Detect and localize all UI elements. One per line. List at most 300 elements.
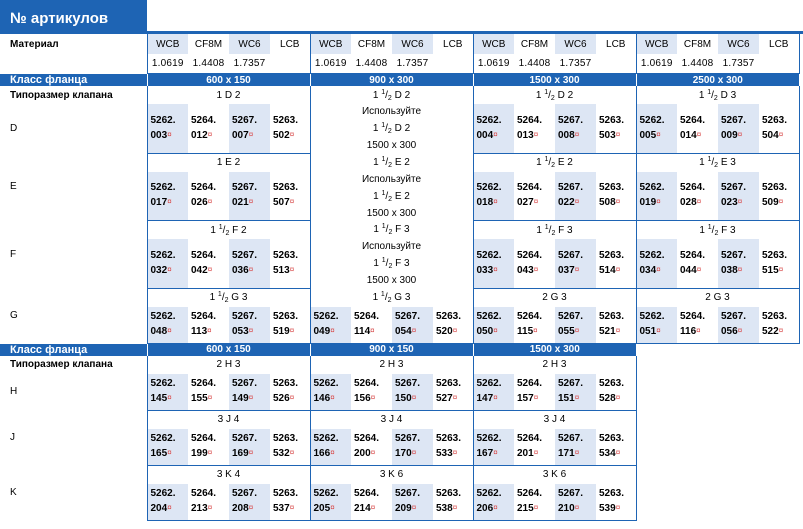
article-number [514, 374, 555, 411]
article-suffix: 023¤ [721, 197, 743, 209]
article-suffix: 528¤ [599, 393, 621, 404]
article-prefix: 5267. [558, 182, 584, 194]
flange-class-row [0, 343, 799, 356]
article-prefix: 5267. [232, 114, 258, 126]
article-number [229, 104, 270, 153]
blank [636, 343, 799, 356]
article-suffix: 003¤ [150, 129, 172, 141]
article-suffix: 210¤ [558, 503, 580, 514]
article-prefix: 5262. [476, 249, 502, 261]
article-prefix: 5262. [150, 433, 176, 444]
article-number [473, 172, 514, 221]
marker-icon: ¤ [167, 326, 172, 335]
size-value: 1 $^1/_2$ E 2 [473, 153, 636, 172]
article-suffix: 522¤ [762, 326, 784, 337]
article-prefix: 5263. [762, 182, 788, 194]
article-number [473, 429, 514, 466]
article-suffix: 150¤ [395, 393, 417, 404]
article-number [229, 429, 270, 466]
marker-icon: ¤ [289, 197, 295, 207]
size-value: 3 K 6 [473, 465, 636, 484]
material-number-row [0, 54, 799, 74]
article-suffix: 507¤ [273, 197, 295, 209]
material-wc6: WC6 [718, 34, 759, 54]
marker-icon: ¤ [615, 197, 621, 207]
article-prefix: 5264. [517, 378, 543, 389]
article-prefix: 5264. [354, 378, 380, 389]
article-suffix: 145¤ [150, 393, 172, 404]
article-suffix: 053¤ [232, 326, 254, 337]
article-number [718, 239, 759, 288]
article-number [188, 239, 229, 288]
article-suffix: 539¤ [599, 503, 621, 514]
fraction-den: 2 [387, 94, 392, 102]
article-prefix: 5267. [558, 114, 584, 126]
article-number [555, 484, 596, 521]
article-suffix: 038¤ [721, 264, 743, 276]
article-prefix: 5264. [191, 378, 217, 389]
article-suffix: 199¤ [191, 448, 213, 459]
article-suffix: 049¤ [313, 326, 335, 337]
marker-icon: ¤ [615, 448, 621, 457]
marker-icon: ¤ [370, 503, 376, 512]
article-prefix: 5267. [558, 311, 584, 322]
article-prefix: 5262. [150, 311, 176, 322]
article-number [229, 172, 270, 221]
article-suffix: 520¤ [436, 326, 458, 337]
article-number [147, 484, 188, 521]
article-suffix: 200¤ [354, 448, 376, 459]
article-number [229, 307, 270, 344]
page-title: № артикулов [0, 0, 147, 33]
size-value: 1 $^1/_2$ G 3 [147, 288, 310, 307]
article-number [433, 484, 473, 521]
material-row [0, 34, 799, 54]
article-suffix: 012¤ [191, 129, 213, 141]
size-value: 3 J 4 [310, 410, 473, 429]
article-number [759, 307, 799, 344]
article-number [514, 307, 555, 344]
article-number [392, 429, 433, 466]
material-wc6: WC6 [392, 34, 433, 54]
marker-icon: ¤ [411, 448, 417, 457]
material-lcb: LCB [759, 34, 799, 54]
fraction-num: 1 [544, 223, 549, 231]
article-number [310, 429, 351, 466]
marker-icon: ¤ [411, 503, 417, 512]
row-letter: K [10, 487, 17, 498]
article-prefix: 5262. [150, 378, 176, 389]
marker-icon: ¤ [370, 448, 376, 457]
article-prefix: 5264. [680, 114, 706, 126]
article-prefix: 5264. [191, 182, 217, 194]
marker-icon: ¤ [248, 326, 254, 335]
fraction-den: 2 [551, 162, 556, 169]
article-suffix: 213¤ [191, 503, 213, 514]
article-number [147, 429, 188, 466]
article-prefix: 5267. [395, 378, 421, 389]
article-suffix: 021¤ [232, 197, 254, 209]
row-letter: G [10, 309, 18, 321]
marker-icon: ¤ [289, 264, 295, 274]
article-prefix: 5267. [395, 433, 421, 444]
article-prefix: 5264. [354, 311, 380, 322]
flange-class-label: Класс фланца [0, 74, 147, 87]
article-prefix: 5262. [639, 249, 665, 261]
fraction-num: 1 [381, 122, 386, 129]
fraction-den: 2 [550, 94, 555, 102]
article-prefix: 5264. [680, 311, 706, 322]
article-suffix: 204¤ [150, 503, 172, 514]
material-cf8m: CF8M [194, 38, 223, 50]
article-suffix: 527¤ [436, 393, 458, 404]
article-suffix: 503¤ [599, 129, 621, 141]
fraction-den: 2 [225, 229, 230, 237]
article-prefix: 5263. [273, 311, 299, 322]
fraction-den: 2 [714, 162, 719, 169]
material-wcb: WCB [310, 34, 351, 54]
article-table [0, 34, 800, 521]
article-prefix: 5267. [395, 311, 421, 322]
article-suffix: 033¤ [476, 264, 498, 276]
marker-icon: ¤ [248, 197, 254, 207]
article-suffix: 050¤ [476, 326, 498, 337]
article-number [759, 172, 799, 221]
marker-icon: ¤ [452, 393, 458, 402]
material-number [433, 54, 473, 74]
article-suffix: 514¤ [599, 264, 621, 276]
article-number [473, 104, 514, 153]
marker-icon: ¤ [207, 264, 213, 274]
material-number: 1.0619 [636, 54, 677, 74]
article-number [188, 172, 229, 221]
size-value: 3 K 4 [147, 465, 310, 484]
material-cf8m: CF8M [520, 38, 549, 50]
use-note [310, 172, 473, 221]
marker-icon: ¤ [330, 448, 335, 457]
article-number [147, 374, 188, 411]
article-number [188, 484, 229, 521]
fraction-den: 2 [388, 229, 393, 237]
use-note [310, 104, 473, 153]
article-suffix: 008¤ [558, 129, 580, 141]
material-lcb: LCB [270, 34, 310, 54]
article-prefix: 5263. [599, 182, 625, 194]
article-prefix: 5267. [558, 488, 584, 499]
article-prefix: 5267. [721, 311, 747, 322]
article-suffix: 170¤ [395, 448, 417, 459]
marker-icon: ¤ [248, 448, 254, 457]
article-suffix: 027¤ [517, 197, 539, 209]
marker-icon: ¤ [574, 264, 580, 274]
marker-icon: ¤ [289, 129, 295, 139]
article-prefix: 5264. [517, 182, 543, 194]
marker-icon: ¤ [370, 326, 375, 335]
article-suffix: 169¤ [232, 448, 254, 459]
article-number [188, 104, 229, 153]
marker-icon: ¤ [615, 503, 621, 512]
article-prefix: 5267. [721, 249, 747, 261]
article-prefix: 5264. [517, 114, 543, 126]
article-suffix: 043¤ [517, 264, 539, 276]
article-prefix: 5262. [313, 488, 339, 499]
article-suffix: 147¤ [476, 393, 498, 404]
marker-icon: ¤ [248, 393, 254, 402]
article-prefix: 5264. [191, 488, 217, 499]
article-prefix: 5263. [273, 182, 299, 194]
marker-icon: ¤ [493, 326, 498, 335]
marker-icon: ¤ [574, 503, 580, 512]
size-value: 2 H 3 [310, 356, 473, 374]
article-number [147, 239, 188, 288]
article-prefix: 5262. [150, 488, 176, 499]
article-suffix: 215¤ [517, 503, 539, 514]
article-prefix: 5263. [273, 249, 299, 261]
article-suffix: 019¤ [639, 197, 661, 209]
marker-icon: ¤ [574, 326, 580, 335]
size-value: 1 $^1/_2$ F 3 [310, 221, 473, 240]
article-prefix: 5263. [436, 488, 462, 499]
article-suffix: 206¤ [476, 503, 498, 514]
article-prefix: 5264. [354, 488, 380, 499]
article-number [514, 172, 555, 221]
article-prefix: 5264. [191, 433, 217, 444]
material-number: 1.0619 [310, 54, 351, 74]
marker-icon: ¤ [493, 197, 498, 207]
article-number [636, 172, 677, 221]
article-suffix: 209¤ [395, 503, 417, 514]
article-number [677, 307, 718, 344]
article-suffix: 036¤ [232, 264, 254, 276]
article-prefix: 5267. [721, 114, 747, 126]
article-suffix: 146¤ [313, 393, 335, 404]
article-number [351, 429, 392, 466]
article-prefix: 5264. [517, 249, 543, 261]
article-number [677, 239, 718, 288]
row-letter: E [10, 181, 17, 193]
article-suffix: 502¤ [273, 129, 295, 141]
article-suffix: 537¤ [273, 503, 295, 514]
article-suffix: 201¤ [517, 448, 539, 459]
marker-icon: ¤ [737, 129, 743, 139]
size-value: 1 $^1/_2$ D 3 [636, 86, 799, 104]
size-row [0, 356, 799, 374]
size-value: 1 $^1/_2$ G 3 [310, 288, 473, 307]
marker-icon: ¤ [737, 326, 743, 335]
material-number: 1.7357 [718, 54, 759, 74]
note-flange: 1500 x 300 [366, 207, 417, 219]
article-suffix: 156¤ [354, 393, 376, 404]
marker-icon: ¤ [289, 503, 295, 512]
article-prefix: 5267. [232, 182, 258, 194]
article-suffix: 056¤ [721, 326, 743, 337]
flange-class-row [0, 74, 799, 87]
marker-icon: ¤ [533, 264, 539, 274]
article-suffix: 116¤ [680, 326, 701, 337]
article-number [596, 172, 636, 221]
marker-icon: ¤ [167, 448, 172, 457]
article-suffix: 004¤ [476, 129, 498, 141]
note-size: 1 $^1/_2$ E 2 [373, 189, 410, 203]
article-number [270, 429, 310, 466]
marker-icon: ¤ [656, 264, 661, 274]
note-use: Используйте [361, 173, 422, 185]
marker-icon: ¤ [207, 197, 213, 207]
marker-icon: ¤ [656, 326, 661, 335]
article-prefix: 5262. [313, 378, 339, 389]
article-suffix: 538¤ [436, 503, 458, 514]
article-suffix: 114¤ [354, 326, 375, 337]
marker-icon: ¤ [533, 448, 539, 457]
article-number [759, 239, 799, 288]
article-suffix: 519¤ [273, 326, 295, 337]
marker-icon: ¤ [289, 448, 295, 457]
article-number [433, 429, 473, 466]
article-suffix: 208¤ [232, 503, 254, 514]
article-prefix: 5263. [436, 378, 462, 389]
article-prefix: 5262. [476, 311, 502, 322]
fraction-den: 2 [388, 263, 393, 270]
article-number [392, 484, 433, 521]
article-number [310, 307, 351, 344]
article-prefix: 5264. [191, 249, 217, 261]
article-number [596, 239, 636, 288]
article-prefix: 5267. [232, 378, 258, 389]
article-suffix: 037¤ [558, 264, 580, 276]
size-value: 2 H 3 [147, 356, 310, 374]
article-number [229, 484, 270, 521]
marker-icon: ¤ [167, 503, 172, 512]
article-suffix: 014¤ [680, 129, 702, 141]
size-label: Типоразмер клапана [10, 359, 113, 370]
material-number: 1.0619 [147, 54, 188, 74]
article-number [555, 374, 596, 411]
flange-class-label: Класс фланца [0, 343, 147, 356]
article-number [596, 104, 636, 153]
fraction-num: 1 [381, 155, 386, 163]
size-value: 1 $^1/_2$ D 2 [310, 86, 473, 104]
material-number: 1.4408 [514, 54, 555, 74]
material-wc6: WC6 [555, 34, 596, 54]
material-lcb: LCB [596, 34, 636, 54]
article-prefix: 5262. [476, 114, 502, 126]
marker-icon: ¤ [493, 503, 498, 512]
marker-icon: ¤ [411, 326, 417, 335]
article-number [555, 429, 596, 466]
size-row [0, 465, 799, 484]
article-suffix: 055¤ [558, 326, 580, 337]
article-suffix: 028¤ [680, 197, 702, 209]
material-cf8m: CF8M [683, 38, 712, 50]
row-letter: H [10, 386, 18, 398]
flange-class-value: 1500 x 300 [473, 343, 636, 356]
article-prefix: 5263. [273, 378, 299, 389]
article-prefix: 5263. [599, 433, 625, 444]
material-number [596, 54, 636, 74]
material-wcb: WCB [147, 34, 188, 54]
article-prefix: 5263. [762, 311, 788, 322]
article-number [596, 307, 636, 344]
article-prefix: 5264. [680, 182, 706, 194]
article-suffix: 205¤ [313, 503, 335, 514]
article-number [270, 239, 310, 288]
marker-icon: ¤ [207, 393, 213, 402]
article-prefix: 5264. [191, 311, 217, 322]
article-prefix: 5267. [232, 488, 258, 499]
article-prefix: 5267. [721, 182, 747, 194]
article-number [514, 239, 555, 288]
article-prefix: 5262. [476, 182, 502, 194]
article-number [718, 104, 759, 153]
fraction-num: 1 [544, 88, 549, 96]
flange-class-value: 1500 x 300 [473, 74, 636, 87]
size-value: 2 G 3 [473, 288, 636, 307]
size-value: 1 $^1/_2$ F 3 [636, 221, 799, 240]
fraction-num: 1 [707, 156, 712, 163]
marker-icon: ¤ [533, 393, 539, 402]
fraction-den: 2 [388, 195, 393, 203]
marker-icon: ¤ [493, 264, 498, 274]
article-number [351, 307, 392, 344]
marker-icon: ¤ [656, 129, 661, 139]
marker-icon: ¤ [248, 129, 254, 139]
fraction-num: 1 [544, 156, 549, 163]
article-prefix: 5262. [639, 311, 665, 322]
article-suffix: 155¤ [191, 393, 213, 404]
material-number: 1.7357 [229, 54, 270, 74]
article-number [270, 307, 310, 344]
fraction-den: 2 [714, 229, 719, 237]
size-value: 1 D 2 [147, 86, 310, 104]
fraction-num: 1 [707, 223, 712, 231]
marker-icon: ¤ [289, 326, 295, 335]
article-prefix: 5263. [273, 433, 299, 444]
marker-icon: ¤ [167, 197, 172, 207]
article-prefix: 5267. [558, 433, 584, 444]
marker-icon: ¤ [615, 393, 621, 402]
article-number [636, 104, 677, 153]
fraction-den: 2 [224, 297, 229, 304]
material-number: 1.0619 [473, 54, 514, 74]
marker-icon: ¤ [574, 448, 580, 457]
article-suffix: 509¤ [762, 197, 784, 209]
article-suffix: 149¤ [232, 393, 254, 404]
fraction-num: 1 [217, 291, 222, 298]
material-number: 1.7357 [392, 54, 433, 74]
use-note [310, 239, 473, 288]
article-suffix: 521¤ [599, 326, 621, 337]
fraction-num: 1 [381, 257, 386, 264]
article-prefix: 5264. [517, 433, 543, 444]
marker-icon: ¤ [207, 448, 213, 457]
article-number [473, 374, 514, 411]
article-number [147, 307, 188, 344]
article-suffix: 005¤ [639, 129, 661, 141]
flange-class-value: 600 x 150 [147, 74, 310, 87]
marker-icon: ¤ [493, 129, 498, 139]
article-suffix: 214¤ [354, 503, 376, 514]
size-value: 1 E 2 [147, 153, 310, 172]
marker-icon: ¤ [370, 393, 376, 402]
article-suffix: 167¤ [476, 448, 498, 459]
article-prefix: 5263. [762, 114, 788, 126]
article-prefix: 5262. [150, 249, 176, 261]
note-flange: 1500 x 300 [366, 140, 417, 151]
marker-icon: ¤ [167, 393, 172, 402]
marker-icon: ¤ [289, 393, 295, 402]
article-number [636, 239, 677, 288]
article-prefix: 5262. [150, 182, 176, 194]
